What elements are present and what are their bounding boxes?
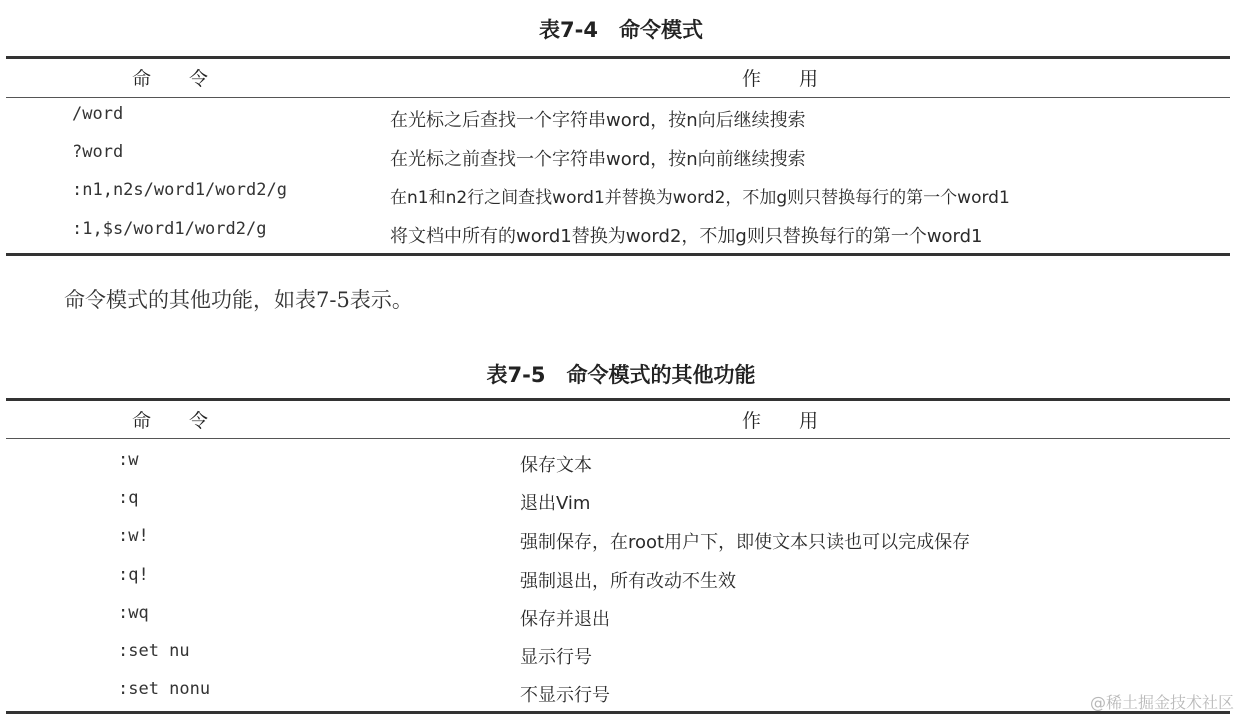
table-7-5-row-7-description: 不显示行号 <box>520 685 610 706</box>
table-7-5-bottom-rule <box>6 711 1230 714</box>
table-7-4-row-4-description: 将文档中所有的word1替换为word2，不加g则只替换每行的第一个word1 <box>390 226 983 247</box>
table-7-4-row-2-description: 在光标之前查找一个字符串word，按n向前继续搜索 <box>390 149 806 170</box>
table-7-4-row-1-description: 在光标之后查找一个字符串word，按n向后继续搜索 <box>390 110 806 131</box>
body-paragraph: 命令模式的其他功能，如表7-5表示。 <box>64 288 413 312</box>
table-7-5-header-command: 命 令 <box>132 410 209 432</box>
table-7-4-row-3-command: :n1,n2s/word1/word2/g <box>72 180 287 200</box>
table-7-5-row-6-command: :set nu <box>118 641 190 661</box>
table-7-5-top-rule <box>6 398 1230 401</box>
table-7-4-header-command: 命 令 <box>132 68 209 90</box>
table-7-5-row-2-description: 退出Vim <box>520 493 591 514</box>
watermark: @稀土掘金技术社区 <box>1089 693 1234 712</box>
table-7-5-row-7-command: :set nonu <box>118 679 211 699</box>
table-7-5-header-rule <box>6 438 1230 439</box>
table-7-5-row-5-command: :wq <box>118 603 149 623</box>
table-7-4-row-2-command: ?word <box>72 142 124 162</box>
table-7-5-row-5-description: 保存并退出 <box>520 609 610 630</box>
table-7-5-row-2-command: :q <box>118 488 139 508</box>
table-7-4-row-1-command: /word <box>72 104 124 124</box>
table-7-4-header-rule <box>6 97 1230 98</box>
table-7-5-header-description: 作 用 <box>742 410 819 432</box>
table-7-5-row-4-command: :q! <box>118 565 149 585</box>
table-7-5-caption: 表7-5 命令模式的其他功能 <box>486 363 756 387</box>
table-7-4-bottom-rule <box>6 253 1230 256</box>
table-7-4-header-description: 作 用 <box>742 68 819 90</box>
table-7-5-row-6-description: 显示行号 <box>520 647 592 668</box>
table-7-5-row-3-description: 强制保存，在root用户下，即使文本只读也可以完成保存 <box>520 532 971 553</box>
table-7-5-row-1-description: 保存文本 <box>520 455 592 476</box>
table-7-4-top-rule <box>6 56 1230 59</box>
table-7-4-row-4-command: :1,$s/word1/word2/g <box>72 219 267 239</box>
table-7-5-row-4-description: 强制退出，所有改动不生效 <box>520 571 736 592</box>
table-7-5-row-3-command: :w! <box>118 526 149 546</box>
table-7-4-row-3-description: 在n1和n2行之间查找word1并替换为word2，不加g则只替换每行的第一个word1 <box>390 188 1010 208</box>
table-7-5-row-1-command: :w <box>118 450 139 470</box>
table-7-4-caption: 表7-4 命令模式 <box>539 18 703 42</box>
